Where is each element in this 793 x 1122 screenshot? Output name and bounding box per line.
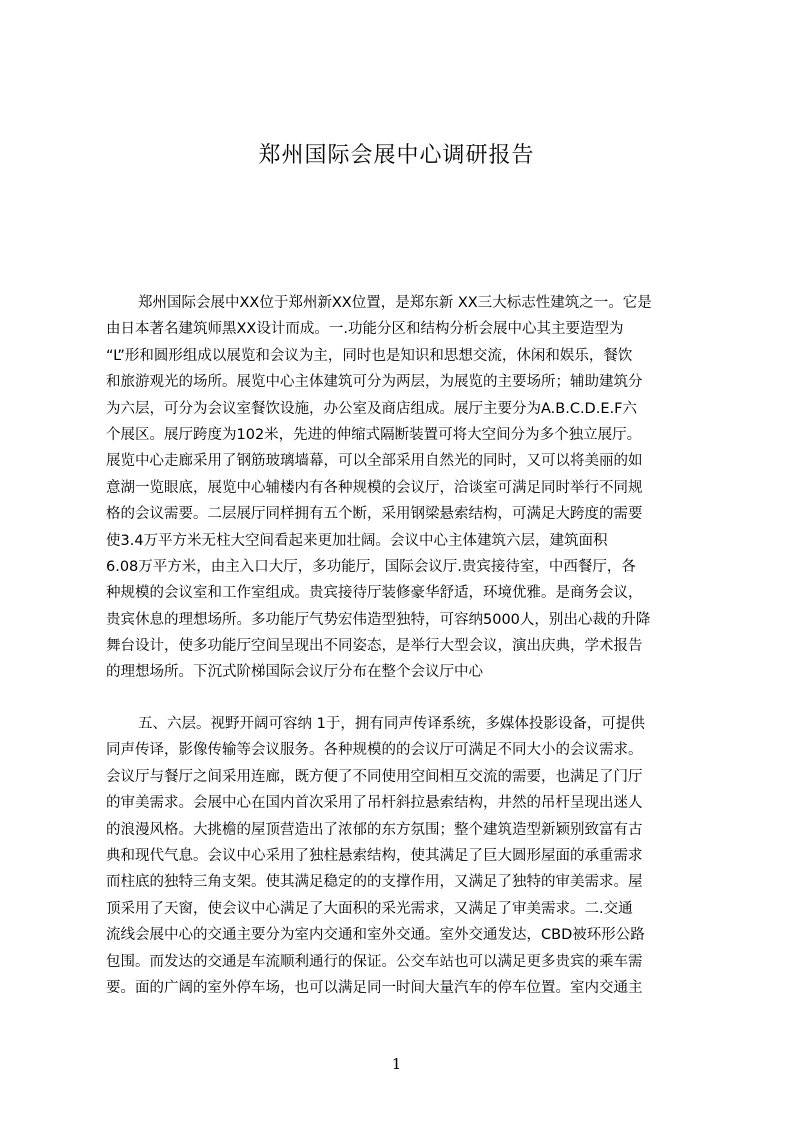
paragraph-2 [106, 711, 704, 1001]
paragraph-line: 个展区。展厅跨度为102米，先进的伸缩式隔断装置可将大空间分为多个独立展厅。 [106, 426, 642, 443]
paragraph-line: 展览中心走廊采用了钢筋玻璃墙幕，可以全部采用自然光的同时，又可以将美丽的如 [106, 453, 643, 470]
paragraph-line: “L”形和圆形组成以展览和会议为主，同时也是知识和思想交流，休闲和娱乐，餐饮 [106, 347, 633, 364]
paragraph-line: 而柱底的独特三角支架。使其满足稳定的的支撑作用，又满足了独特的审美需求。屋 [106, 874, 643, 891]
paragraph-line: 格的会议需要。二层展厅同样拥有五个断，采用钢梁悬索结构，可满足大跨度的需要 [106, 506, 643, 523]
paragraph-line: 种规模的会议室和工作室组成。贵宾接待厅装修豪华舒适，环境优雅。是商务会议， [106, 585, 643, 602]
paragraph-line: 同声传译，影像传输等会议服务。各种规模的的会议厅可满足不同大小的会议需求。 [106, 742, 643, 759]
paragraph-line: 的审美需求。会展中心在国内首次采用了吊杆斜拉悬索结构，井然的吊杆呈现出迷人 [106, 795, 643, 812]
paragraph-line: 贵宾休息的理想场所。多功能厅气势宏伟造型独特，可容纳5000人，别出心裁的升降 [106, 611, 651, 628]
document-title: 郑州国际会展中心调研报告 [258, 143, 535, 168]
paragraph-line: 舞台设计，使多功能厅空间呈现出不同姿态，是举行大型会议，演出庆典，学术报告 [106, 638, 643, 655]
paragraph-line: 为六层，可分为会议室餐饮设施，办公室及商店组成。展厅主要分为A.B.C.D.E.F六 [106, 400, 637, 417]
paragraph-line: 典和现代气息。会议中心采用了独柱悬索结构，使其满足了巨大圆形屋面的承重需求 [106, 847, 643, 864]
paragraph-line: 包围。而发达的交通是车流顺利通行的保证。公交车站也可以满足更多贵宾的乘车需 [106, 953, 643, 970]
paragraph-line: 会议厅与餐厅之间采用连廊，既方便了不同使用空间相互交流的需要，也满足了门厅 [106, 768, 643, 785]
paragraph-line: 流线会展中心的交通主要分为室内交通和室外交通。室外交通发达，CBD被环形公路 [106, 927, 645, 944]
paragraph-line: 由日本著名建筑师黑XX设计而成。一.功能分区和结构分析会展中心其主要造型为 [106, 321, 624, 338]
paragraph-line: 6.08万平方米，由主入口大厅，多功能厅，国际会议厅.贵宾接待室，中西餐厅，各 [106, 558, 636, 575]
paragraph-line: 意湖一览眼底，展览中心辅楼内有各种规模的会议厅，洽谈室可满足同时举行不同规 [106, 479, 643, 496]
paragraph-line: 使3.4万平方米无柱大空间看起来更加壮阔。会议中心主体建筑六层，建筑面积 [106, 532, 608, 549]
paragraph-line: 顶采用了天窗，使会议中心满足了大面积的采光需求，又满足了审美需求。二.交通 [106, 900, 633, 917]
paragraph-line: 的浪漫风格。大挑檐的屋顶营造出了浓郁的东方氛围；整个建筑造型新颖别致富有古 [106, 821, 643, 838]
paragraph-line: 的理想场所。下沉式阶梯国际会议厅分布在整个会议厅中心 [106, 664, 483, 681]
paragraph-1 [106, 290, 704, 686]
paragraph-line: 五、六层。视野开阔可容纳 1于，拥有同声传译系统，多媒体投影设备，可提供 [138, 716, 645, 732]
page-number: 1 [391, 1055, 402, 1073]
paragraph-line: 要。面的广阔的室外停车场，也可以满足同一时间大量汽车的停车位置。室内交通主 [106, 979, 643, 996]
paragraph-line: 郑州国际会展中XX位于郑州新XX位置，是郑东新 XX三大标志性建筑之一。它是 [138, 295, 652, 311]
paragraph-line: 和旅游观光的场所。展览中心主体建筑可分为两层，为展览的主要场所；辅助建筑分 [106, 374, 643, 391]
